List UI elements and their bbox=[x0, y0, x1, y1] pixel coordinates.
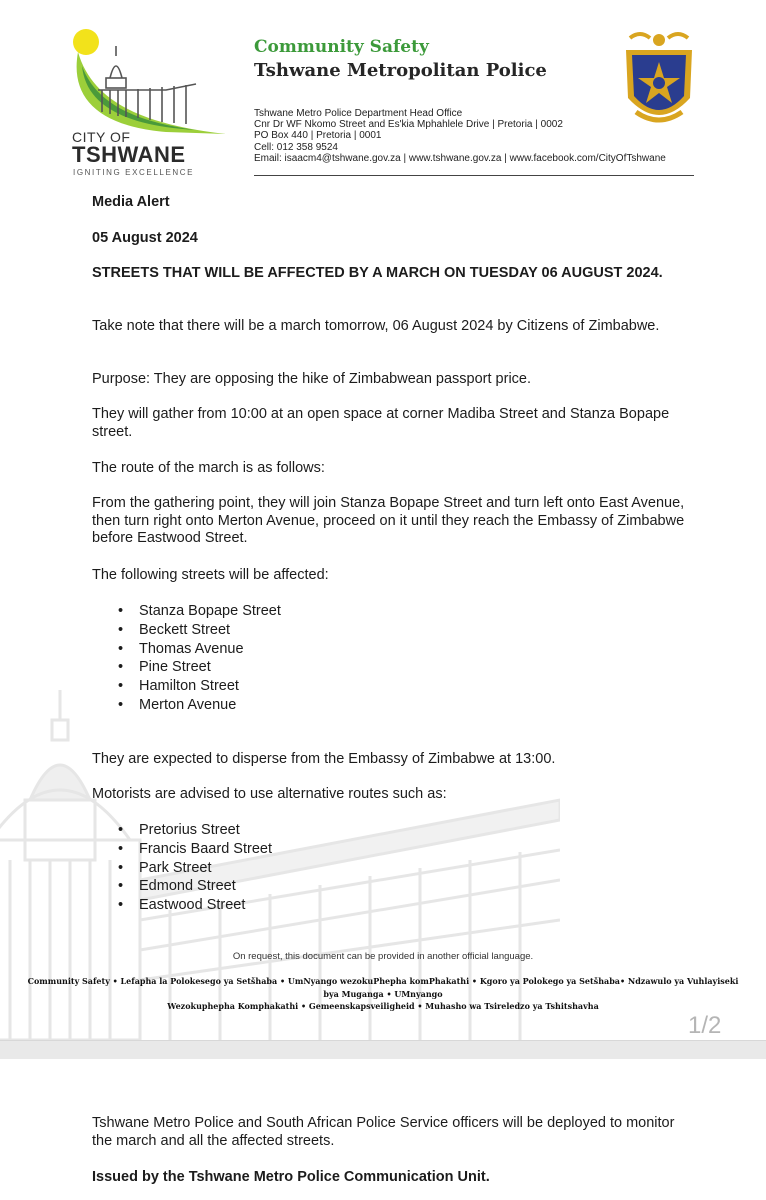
disperse-paragraph: They are expected to disperse from the Embassy of Zimbabwe at 13:00. bbox=[92, 751, 556, 767]
brand-tagline: IGNITING EXCELLENCE bbox=[73, 168, 195, 177]
list-item: • Pine Street bbox=[118, 658, 281, 677]
doc-date: 05 August 2024 bbox=[92, 230, 198, 246]
affected-streets-list bbox=[118, 602, 281, 715]
alternatives-intro: Motorists are advised to use alternative routes such as: bbox=[92, 786, 447, 802]
doc-headline: STREETS THAT WILL BE AFFECTED BY A MARCH ON TUESDAY 06 AUGUST 2024. bbox=[92, 265, 663, 281]
address-line: Cell: 012 358 9524 bbox=[254, 141, 338, 153]
affected-intro: The following streets will be affected: bbox=[92, 567, 329, 583]
page-separator bbox=[0, 1040, 766, 1060]
list-item: • Eastwood Street bbox=[118, 896, 272, 915]
metro-police-crest-icon bbox=[620, 28, 698, 136]
address-line: Email: isaacm4@tshwane.gov.za | www.tshwane.gov.za | www.facebook.com/CityOfTshwane bbox=[254, 152, 666, 164]
list-item: • Francis Baard Street bbox=[118, 840, 272, 859]
gather-paragraph: They will gather from 10:00 at an open space at corner Madiba Street and Stanza Bopape street. bbox=[92, 406, 670, 440]
route-paragraph: From the gathering point, they will join Stanza Bopape Street and turn left onto East Avenue, then turn right onto Merton Avenue, proceed on it until they reach the Embassy of Zimbabwe before Eastwood Street. bbox=[92, 495, 685, 546]
doc-label: Media Alert bbox=[92, 194, 170, 210]
alternative-routes-list bbox=[118, 821, 272, 915]
notice-paragraph: Take note that there will be a march tomorrow, 06 August 2024 by Citizens of Zimbabwe. bbox=[92, 318, 660, 334]
address-line: PO Box 440 | Pretoria | 0001 bbox=[254, 130, 382, 142]
header-address bbox=[254, 108, 666, 164]
header-title: Community Safety bbox=[254, 37, 429, 57]
address-line: Tshwane Metro Police Department Head Office bbox=[254, 108, 463, 119]
route-intro: The route of the march is as follows: bbox=[92, 460, 325, 476]
header-divider bbox=[254, 175, 694, 176]
list-item: • Pretorius Street bbox=[118, 821, 272, 840]
list-item: • Stanza Bopape Street bbox=[118, 602, 281, 621]
document-page-2 bbox=[0, 1059, 766, 1200]
languages-line: Community Safety • Lefapha la Polokesego ya Setšhaba • UmNyango wezokuPhepha komPhakathi • Kgoro ya Polokego ya Setšhaba• Ndzawulo ya Vuhlayiseki bya Muganga • UMnyango bbox=[27, 976, 739, 999]
list-item: • Beckett Street bbox=[118, 621, 281, 640]
brand-city-of: CITY OF bbox=[72, 129, 131, 145]
list-item: • Merton Avenue bbox=[118, 696, 281, 715]
language-footnote: On request, this document can be provided in another official language. bbox=[232, 951, 534, 962]
deploy-paragraph: Tshwane Metro Police and South African Police Service officers will be deployed to monitor the march and all the affected streets. bbox=[92, 1115, 675, 1149]
page-number: 1/2 bbox=[688, 1012, 722, 1039]
languages-line: Wezokuphepha Komphakathi • Gemeenskapsveiligheid • Muhasho wa Tsireledzo ya Tshitshavha bbox=[167, 1001, 599, 1011]
list-item: • Thomas Avenue bbox=[118, 640, 281, 659]
list-item: • Edmond Street bbox=[118, 877, 272, 896]
header-subtitle: Tshwane Metropolitan Police bbox=[254, 60, 547, 81]
purpose-paragraph: Purpose: They are opposing the hike of Zimbabwean passport price. bbox=[92, 371, 532, 387]
address-line: Cnr Dr WF Nkomo Street and Es'kia Mphahlele Drive | Pretoria | 0002 bbox=[254, 119, 563, 131]
languages-footer bbox=[22, 975, 744, 1013]
brand-name: TSHWANE bbox=[72, 142, 186, 167]
list-item: • Hamilton Street bbox=[118, 677, 281, 696]
issued-by: Issued by the Tshwane Metro Police Communication Unit. bbox=[92, 1169, 490, 1185]
list-item: • Park Street bbox=[118, 859, 272, 878]
